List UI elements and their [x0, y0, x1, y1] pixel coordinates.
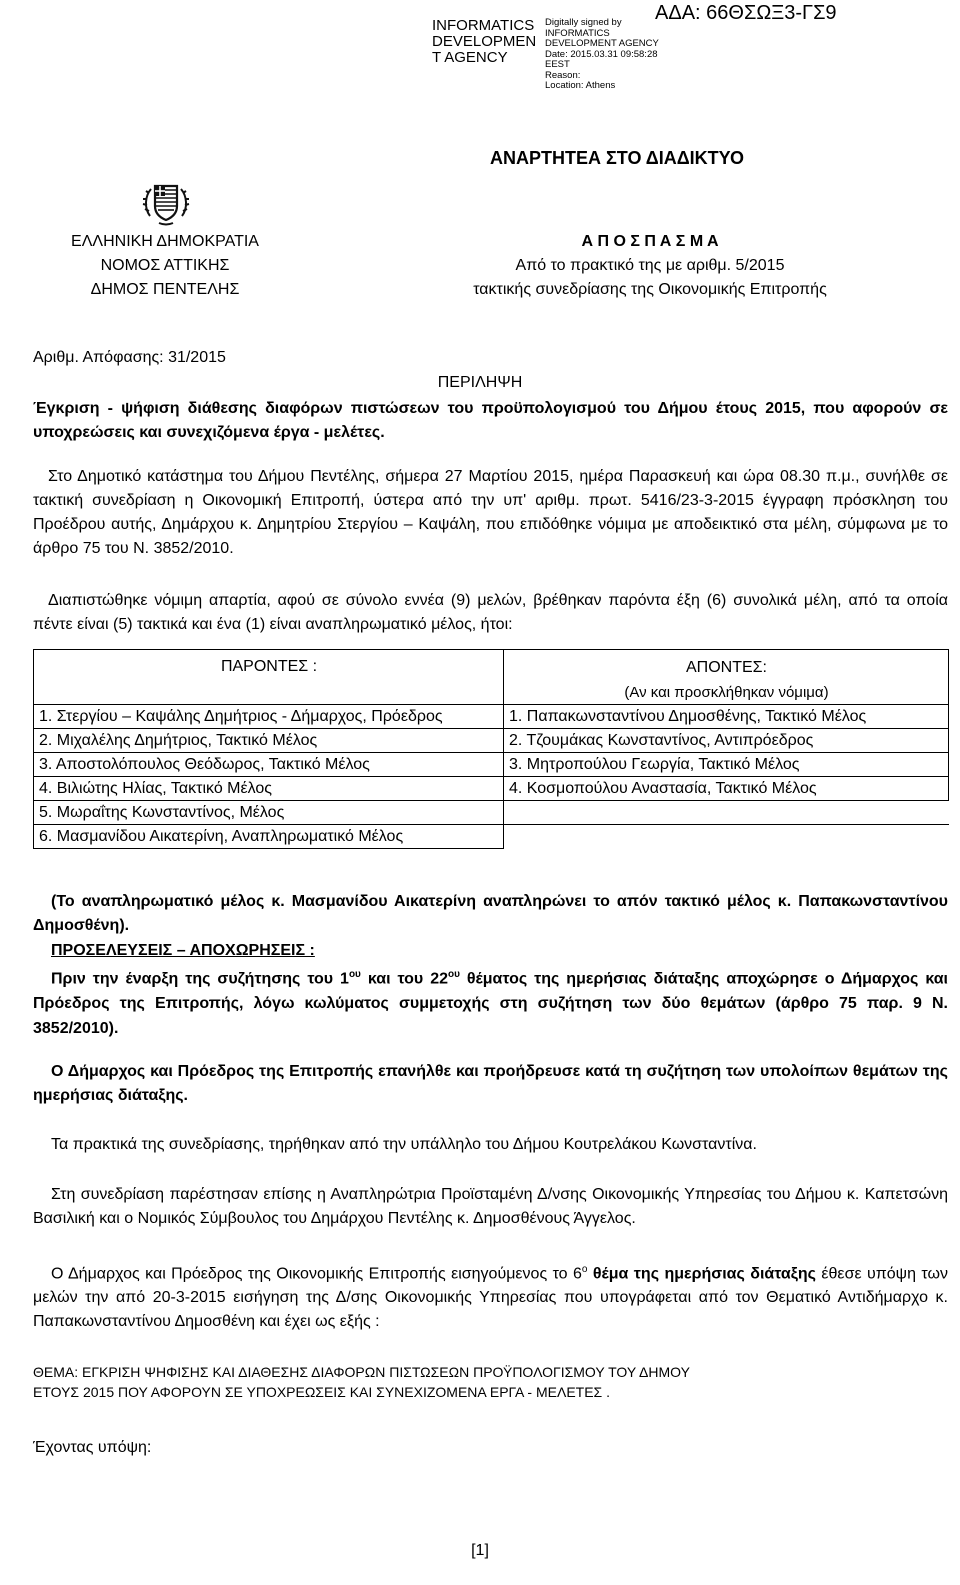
empty-cell: [504, 825, 949, 849]
issuer-line: ΔΗΜΟΣ ΠΕΝΤΕΛΗΣ: [90, 281, 240, 298]
signature-line: Location: Athens: [545, 80, 616, 91]
topic-text: έθεσε υπόψη των μελών την από 20-3-2015 εισήγηση της Δ/σης Οικονομικής Υπηρεσίας που υπογράφεται από τον Θεματικό Αντιδήμαρχο κ. Παπακωνσταντίνου Δημοσθένη και έχει ως εξής :: [33, 1265, 948, 1331]
decision-number: Αριθμ. Απόφασης: 31/2015: [33, 349, 226, 366]
absent-header-cell: [504, 650, 949, 705]
arrivals-heading-text: ΠΡΟΣΕΛΕΥΣΕΙΣ – ΑΠΟΧΩΡΗΣΕΙΣ :: [51, 942, 315, 959]
arrivals-paragraph: [33, 962, 948, 1041]
minutes-paragraph: Τα πρακτικά της συνεδρίασης, τηρήθηκαν από την υπάλληλο του Δήμου Κουτρελάκου Κωνσταντίνα.: [51, 1136, 757, 1153]
present-member: 4. Βιλιώτης Ηλίας, Τακτικό Μέλος: [34, 777, 504, 801]
absent-header: ΑΠΟΝΤΕΣ:: [685, 659, 767, 676]
present-header: ΠΑΡΟΝΤΕΣ :: [34, 650, 504, 705]
present-member: 2. Μιχαλέλης Δημήτριος, Τακτικό Μέλος: [34, 729, 504, 753]
subject-block: [33, 1362, 690, 1402]
topic-paragraph: [33, 1258, 948, 1334]
arrivals-text: θέματος της ημερήσιας διάταξης αποχώρησε ο Δήμαρχος και Πρόεδρος της Επιτροπής, λόγω κωλύματος συμμετοχής στη συζήτηση των δύο θεμάτων (άρθρο 75 παρ. 9 Ν. 3852/2010).: [33, 970, 948, 1038]
issuer-line: ΕΛΛΗΝΙΚΗ ΔΗΜΟΚΡΑΤΙΑ: [71, 233, 259, 250]
excerpt-line: τακτικής συνεδρίασης της Οικονομικής Επιτροπής: [473, 281, 827, 298]
present-member: 5. Μωραΐτης Κωνσταντίνος, Μέλος: [34, 801, 504, 825]
attendees-paragraph: Στη συνεδρίαση παρέστησαν επίσης η Αναπληρώτρια Προϊσταμένη Δ/νσης Οικονομικής Υπηρεσίας του Δήμου κ. Καπετσώνη Βασιλική και ο Νομικός Σύμβουλος του Δημάρχου Πεντέλης κ. Δημοσθένους Άγγελος.: [33, 1186, 948, 1227]
table-row: [34, 825, 949, 849]
excerpt-block: [400, 230, 900, 302]
subject-line: ΘΕΜΑ: ΕΓΚΡΙΣΗ ΨΗΦΙΣΗΣ ΚΑΙ ΔΙΑΘΕΣΗΣ ΔΙΑΦΟΡΩΝ ΠΙΣΤΩΣΕΩΝ ΠΡΟΫΠΟΛΟΓΙΣΜΟΥ ΤΟΥ ΔΗΜΟΥ: [33, 1364, 690, 1380]
ordinal-suffix: ου: [348, 969, 361, 980]
signer-name: INFORMATICS DEVELOPMEN T AGENCY: [432, 17, 537, 66]
summary-text: Έγκριση - ψήφιση διάθεσης διαφόρων πιστώσεων του προϋπολογισμού του Δήμου έτους 2015, που αφορούν σε υποχρεώσεις και συνεχιζόμενα έργα - μελέτες.: [33, 400, 948, 441]
arrivals-heading: [51, 939, 315, 963]
topic-text: Ο Δήμαρχος και Πρόεδρος της Οικονομικής Επιτροπής εισηγούμενος το 6: [51, 1265, 582, 1283]
page-number: [1]: [471, 1542, 489, 1559]
present-member: 3. Αποστολόπουλος Θεόδωρος, Τακτικό Μέλος: [34, 753, 504, 777]
subject-line: ΕΤΟΥΣ 2015 ΠΟΥ ΑΦΟΡΟΥΝ ΣΕ ΥΠΟΧΡΕΩΣΕΙΣ ΚΑΙ ΣΥΝΕΧΙΖΟΜΕΝΑ ΕΡΓΑ - ΜΕΛΕΤΕΣ .: [33, 1384, 610, 1400]
arrivals-text: Πριν την έναρξη της συζήτησης του 1: [51, 970, 349, 988]
summary-heading: ΠΕΡΙΛΗΨΗ: [437, 374, 523, 391]
signature-line: Digitally signed by: [545, 17, 622, 28]
present-member: 6. Μασμανίδου Αικατερίνη, Αναπληρωματικό Μέλος: [34, 825, 504, 849]
absent-member: 4. Κοσμοπούλου Αναστασία, Τακτικό Μέλος: [504, 777, 949, 801]
present-member: 1. Στεργίου – Καψάλης Δημήτριος - Δήμαρχος, Πρόεδρος: [34, 705, 504, 729]
signature-line: EEST: [545, 59, 570, 70]
table-header-row: [34, 650, 949, 705]
table-row: [34, 729, 949, 753]
ada-code: ΑΔΑ: 66ΘΣΩΞ3-ΓΣ9: [655, 2, 837, 24]
table-row: [34, 753, 949, 777]
ordinal-suffix: ο: [581, 1264, 588, 1275]
table-row: [34, 801, 949, 825]
quorum-paragraph: Διαπιστώθηκε νόμιμη απαρτία, αφού σε σύνολο εννέα (9) μελών, βρέθηκαν παρόντα έξη (6) συνολικά μέλη, από τα οποία πέντε είναι (5) τακτικά και ένα (1) είναι αναπληρωματικό μέλος, ήτοι:: [33, 592, 948, 633]
topic-text: θέμα της ημερήσιας διάταξης: [587, 1265, 816, 1283]
signature-line: DEVELOPMENT AGENCY: [545, 38, 659, 49]
intro-paragraph: Στο Δημοτικό κατάστημα του Δήμου Πεντέλης, σήμερα 27 Μαρτίου 2015, ημέρα Παρασκευή και ώρα 08.30 π.μ., συνήλθε σε τακτική συνεδρίαση η Οικονομική Επιτροπή, ύστερα από την υπ' αριθμ. πρωτ. 5416/23-3-2015 έγγραφη πρόσκληση του Προέδρου αυτής, Δημάρχου κ. Δημητρίου Στεργίου – Καψάλη, που επιδόθηκε νόμιμα με αποδεικτικό στα μέλη, σύμφωνα με το άρθρο 75 του Ν. 3852/2010.: [33, 468, 948, 557]
absent-member: 3. Μητροπούλου Γεωργία, Τακτικό Μέλος: [504, 753, 949, 777]
greek-emblem-icon: [141, 178, 191, 226]
excerpt-title: Α Π Ο Σ Π Α Σ Μ Α: [581, 233, 719, 250]
attendance-table: [33, 649, 949, 849]
considering-label: Έχοντας υπόψη:: [33, 1439, 152, 1456]
signature-line: Reason:: [545, 69, 581, 81]
absent-note: (Αν και προσκλήθηκαν νόμιμα): [624, 684, 829, 701]
upload-title: ΑΝΑΡΤΗΤΕΑ ΣΤΟ ΔΙΑΔΙΚΤΥΟ: [490, 148, 744, 168]
absent-member: 2. Τζουμάκας Κωνσταντίνος, Αντιπρόεδρος: [504, 729, 949, 753]
table-row: [34, 777, 949, 801]
ordinal-suffix: ου: [448, 969, 460, 980]
return-paragraph: Ο Δήμαρχος και Πρόεδρος της Επιτροπής επανήλθε και προήδρευσε κατά τη συζήτηση των υπολοίπων θεμάτων της ημερήσιας διάταξης.: [33, 1063, 948, 1104]
signature-line: Date: 2015.03.31 09:58:28: [545, 48, 658, 60]
issuer-block: [60, 230, 270, 302]
issuer-line: ΝΟΜΟΣ ΑΤΤΙΚΗΣ: [100, 257, 230, 274]
absent-member: 1. Παπακωνσταντίνου Δημοσθένης, Τακτικό Μέλος: [504, 705, 949, 729]
substitute-note: (Το αναπληρωματικό μέλος κ. Μασμανίδου Αικατερίνη αναπληρώνει το απόν τακτικό μέλος κ. Παπακωνσταντίνου Δημοσθένη).: [33, 893, 948, 934]
signature-details: [545, 18, 675, 92]
signature-line: INFORMATICS: [545, 27, 610, 39]
excerpt-line: Από το πρακτικό της με αριθμ. 5/2015: [515, 257, 785, 274]
empty-cell: [504, 801, 949, 825]
arrivals-text: και του 22: [360, 970, 448, 988]
table-row: [34, 705, 949, 729]
